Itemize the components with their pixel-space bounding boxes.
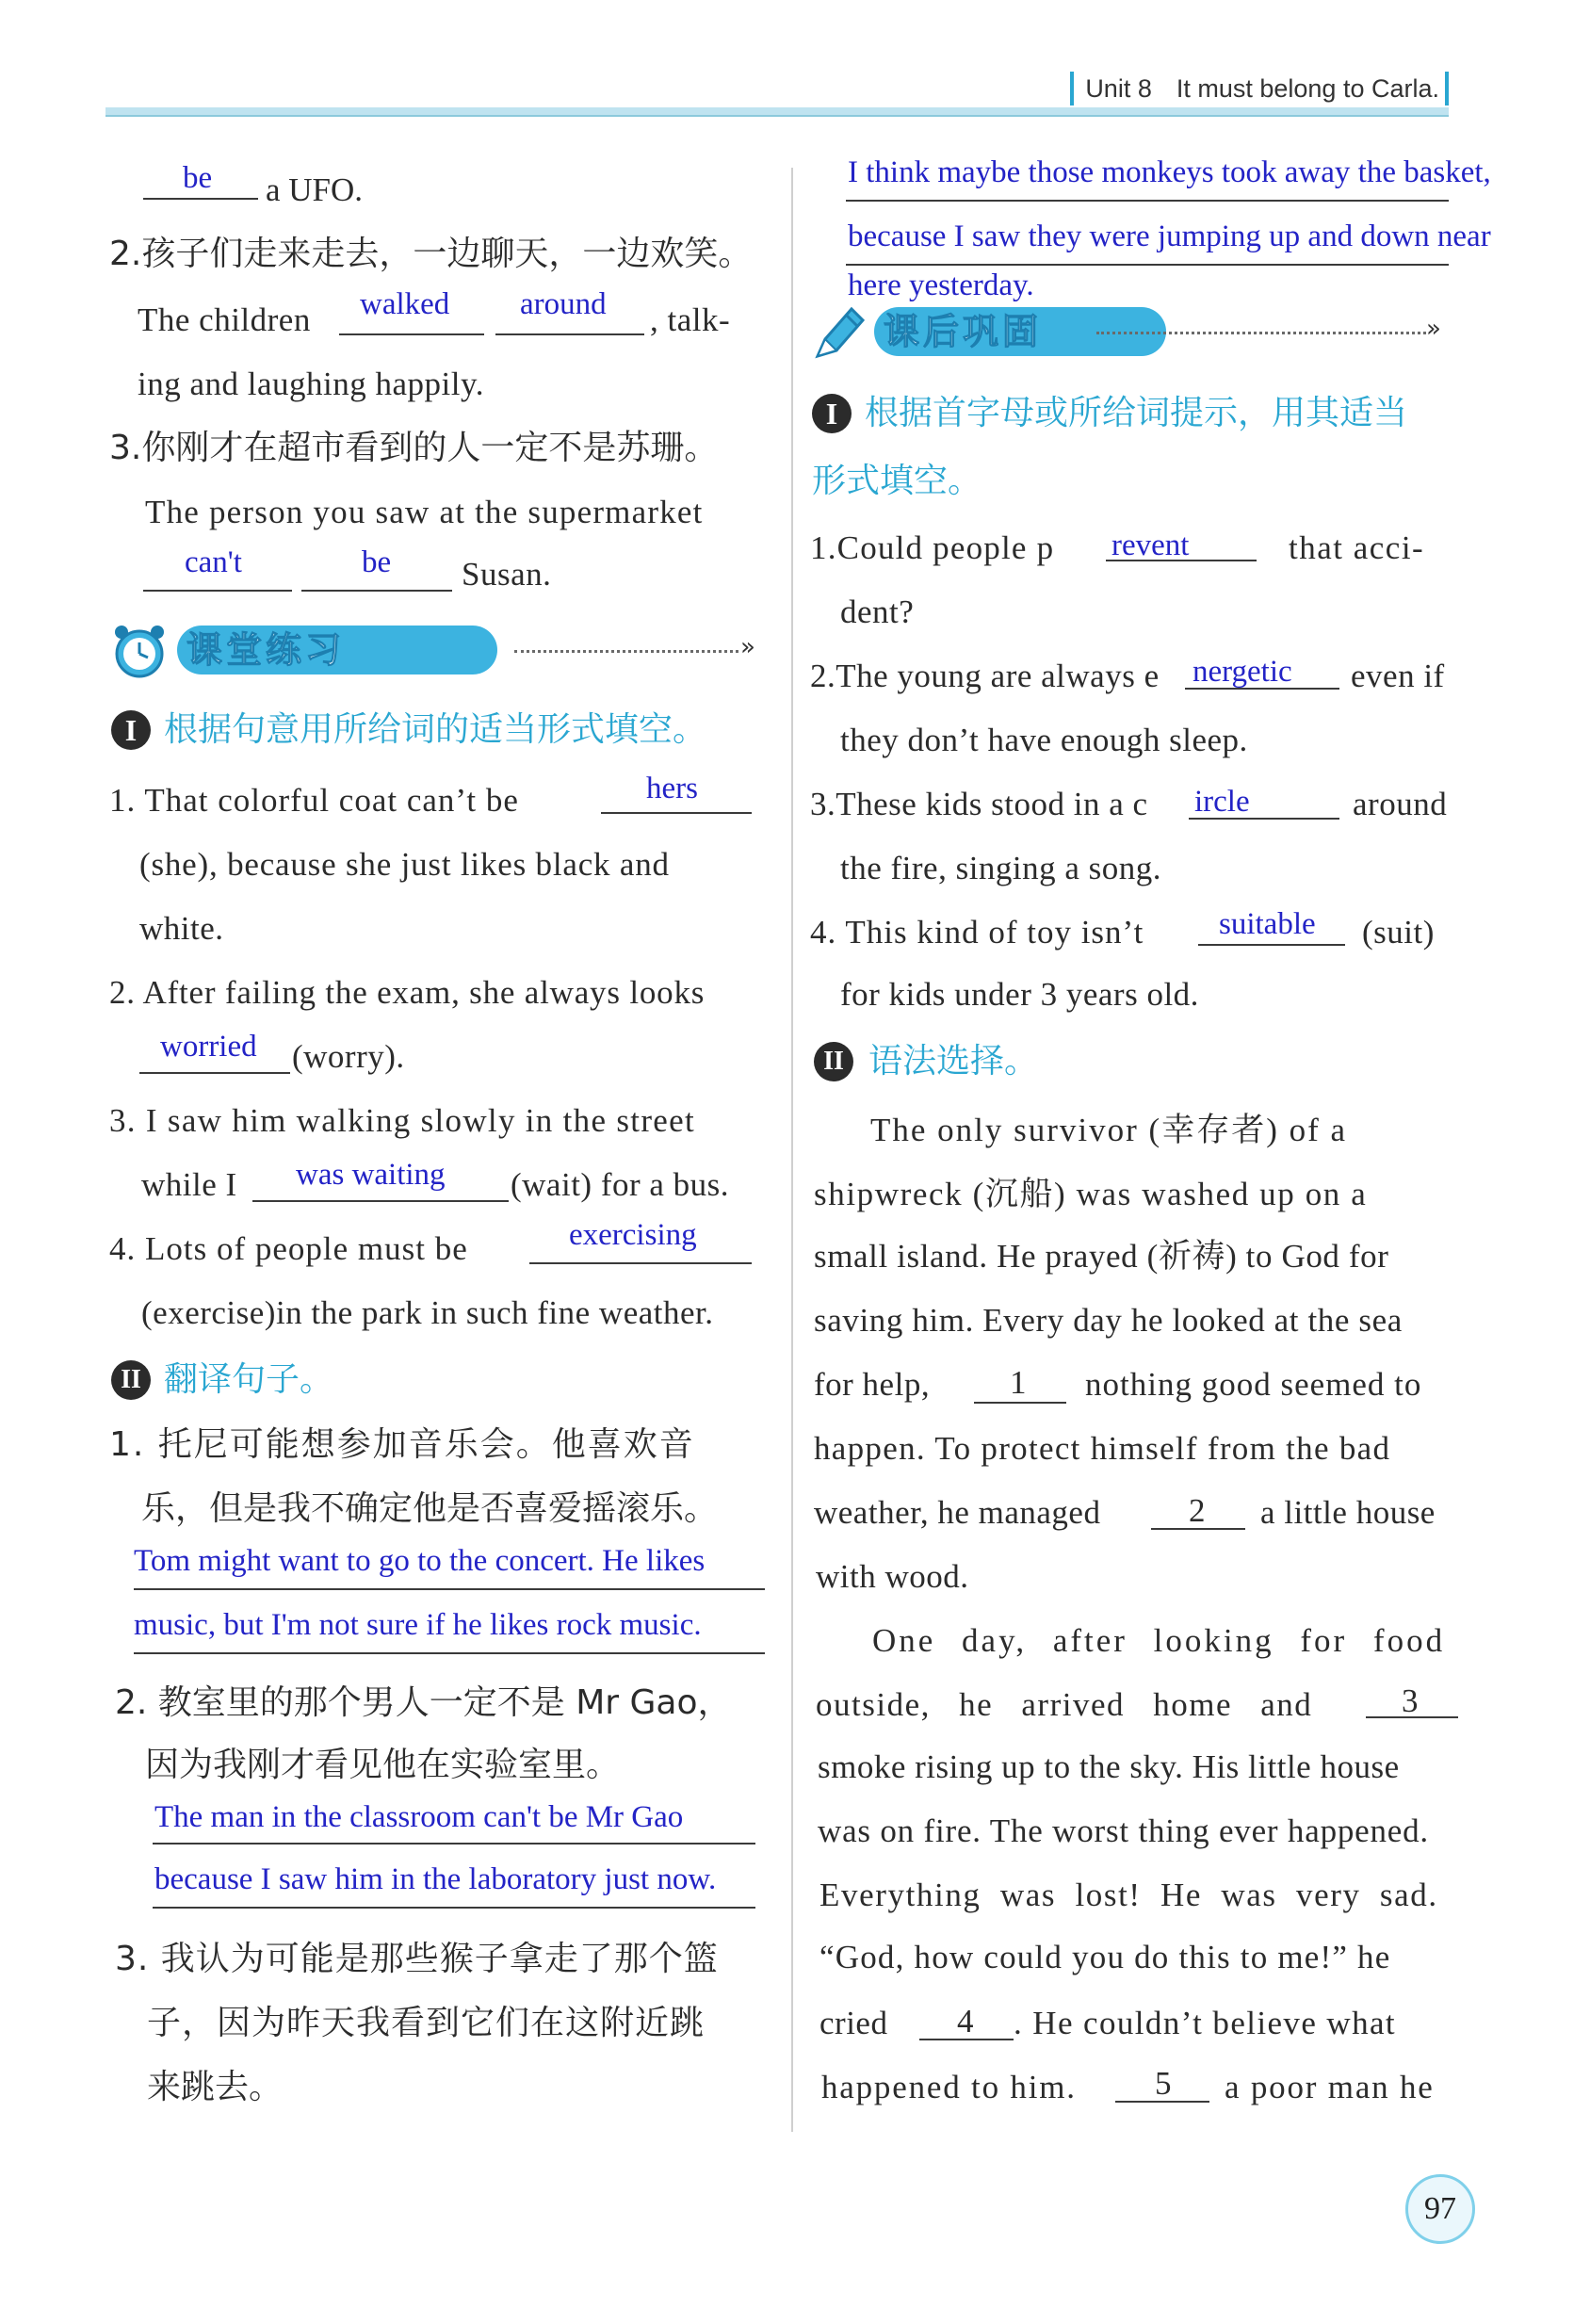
answer-line — [153, 1867, 755, 1909]
question-text: 2.The young are always e — [810, 658, 1160, 694]
blank-number: 2 — [1189, 1492, 1206, 1529]
passage-line: One day, after looking for food — [872, 1622, 1446, 1659]
header-rule — [105, 107, 1449, 115]
answer-text: suitable — [1219, 907, 1316, 941]
question-text: (suit) — [1362, 914, 1435, 951]
question-text: 3. I saw him walking slowly in the street — [109, 1102, 695, 1139]
chinese-prompt: 3.你刚才在超市看到的人一定不是苏珊。 — [109, 429, 719, 467]
double-chevron-icon: » — [740, 633, 755, 661]
question-text: 4. Lots of people must be — [109, 1230, 468, 1267]
passage-line: a little house — [1260, 1494, 1436, 1531]
alarm-clock-icon — [109, 620, 170, 682]
answer-line — [134, 1613, 765, 1654]
answer-line — [153, 1803, 755, 1845]
chinese-prompt: 2. 教室里的那个男人一定不是 Mr Gao， — [115, 1683, 732, 1722]
banner-title: 课后巩固 — [884, 311, 1043, 352]
section-number: I — [111, 710, 151, 750]
answer-text: walked — [360, 287, 450, 321]
unit-label: Unit 8 — [1085, 74, 1152, 103]
question-text: 1.Could people p — [810, 529, 1055, 566]
answer-line — [846, 224, 1449, 266]
translation-answer: because I saw him in the laboratory just now. — [154, 1862, 717, 1896]
answer-text: nergetic — [1192, 655, 1292, 689]
translation-answer: The man in the classroom can't be Mr Gao — [154, 1800, 684, 1834]
chinese-prompt: 3. 我认为可能是那些猴子拿走了那个篮 — [115, 1940, 719, 1978]
answer-text: be — [183, 161, 213, 195]
section-title: 根据句意用所给词的适当形式填空。 — [164, 710, 707, 749]
answer-text: exercising — [569, 1218, 697, 1252]
answer-text: ircle — [1194, 785, 1250, 819]
passage-line: The only survivor (幸存者) of a — [870, 1112, 1348, 1148]
section-title: 形式填空。 — [812, 462, 982, 500]
chinese-prompt: 因为我刚才看见他在实验室里。 — [145, 1746, 621, 1784]
passage-line: “God, how could you do this to me!” he — [819, 1939, 1391, 1975]
answer-text: revent — [1111, 528, 1190, 562]
question-text: (wait) for a bus. — [511, 1166, 730, 1203]
banner-title: 课堂练习 — [187, 629, 346, 671]
section-title: 根据首字母或所给词提示，用其适当 — [865, 394, 1408, 432]
sentence-text: Susan. — [462, 556, 552, 593]
passage-line: weather, he managed — [814, 1494, 1101, 1531]
answer-line — [134, 1549, 765, 1590]
answer-text: around — [520, 287, 607, 321]
passage-line: cried — [819, 2005, 888, 2041]
question-text: 3.These kids stood in a c — [810, 786, 1148, 822]
question-text: even if — [1351, 658, 1445, 694]
translation-answer: because I saw they were jumping up and down near — [848, 219, 1491, 253]
chinese-prompt: 来跳去。 — [147, 2068, 284, 2106]
sentence-text: The children — [138, 301, 311, 338]
section-number: II — [111, 1360, 151, 1400]
question-text: the fire, singing a song. — [840, 850, 1162, 886]
passage-line: saving him. Every day he looked at the sea — [814, 1302, 1403, 1339]
passage-line: Everything was lost! He was very sad. — [819, 1877, 1438, 1913]
translation-answer: I think maybe those monkeys took away the basket, — [848, 155, 1491, 189]
translation-answer: Tom might want to go to the concert. He likes — [134, 1544, 706, 1578]
header-rule-dark — [105, 115, 1449, 117]
sentence-text: a UFO. — [266, 171, 364, 208]
section-title: 翻译句子。 — [164, 1360, 334, 1399]
passage-line: was on fire. The worst thing ever happened. — [818, 1812, 1429, 1849]
sentence-text: , talk- — [650, 301, 731, 338]
question-text: around — [1353, 786, 1448, 822]
question-text: that acci- — [1289, 529, 1425, 566]
chinese-prompt: 2.孩子们走来走去，一边聊天，一边欢笑。 — [109, 235, 753, 273]
column-divider — [791, 168, 793, 2132]
blank-number: 5 — [1155, 2065, 1172, 2102]
question-text: (she), because she just likes black and — [139, 846, 670, 883]
section-number: I — [812, 394, 852, 433]
answer-text: worried — [160, 1030, 257, 1064]
question-text: (worry). — [292, 1038, 405, 1075]
section-title: 语法选择。 — [868, 1042, 1039, 1081]
blank-number: 1 — [1010, 1364, 1027, 1401]
chinese-prompt: 子，因为昨天我看到它们在这附近跳 — [147, 2004, 706, 2042]
answer-text: can't — [185, 545, 242, 579]
translation-answer: here yesterday. — [848, 268, 1034, 302]
sentence-text: The person you saw at the supermarket — [145, 494, 704, 530]
chinese-prompt: 1. 托尼可能想参加音乐会。他喜欢音 — [109, 1425, 695, 1464]
unit-title: It must belong to Carla. — [1176, 74, 1439, 103]
double-chevron-icon: » — [1426, 315, 1441, 343]
passage-line: for help, — [814, 1366, 931, 1403]
blank-number: 3 — [1402, 1682, 1419, 1719]
passage-line: small island. He prayed (祈祷) to God for — [814, 1238, 1389, 1275]
sentence-text: ing and laughing happily. — [138, 366, 484, 402]
answer-text: was waiting — [296, 1158, 446, 1192]
passage-line: a poor man he — [1225, 2069, 1435, 2105]
passage-line: . He couldn’t believe what — [1014, 2005, 1397, 2041]
question-text: 1. That colorful coat can’t be — [109, 782, 519, 819]
chinese-prompt: 乐，但是我不确定他是否喜爱摇滚乐。 — [141, 1489, 719, 1528]
answer-line — [846, 160, 1449, 202]
question-text: dent? — [840, 593, 915, 630]
page-number: 97 — [1405, 2174, 1475, 2244]
passage-line: happen. To protect himself from the bad — [814, 1430, 1391, 1467]
question-text: (exercise)in the park in such fine weather. — [141, 1294, 714, 1331]
question-text: they don’t have enough sleep. — [840, 722, 1248, 758]
question-text: 2. After failing the exam, she always looks — [109, 974, 706, 1011]
passage-line: outside, he arrived home and — [816, 1686, 1313, 1723]
section-number: II — [814, 1042, 853, 1081]
unit-header — [1070, 72, 1449, 106]
answer-text: be — [362, 545, 392, 579]
translation-answer: music, but I'm not sure if he likes rock music. — [134, 1608, 702, 1642]
question-text: for kids under 3 years old. — [840, 976, 1199, 1013]
passage-line: with wood. — [816, 1558, 969, 1595]
pencil-icon — [808, 301, 868, 364]
passage-line: smoke rising up to the sky. His little house — [818, 1748, 1400, 1785]
blank-number: 4 — [957, 2003, 974, 2040]
passage-line: nothing good seemed to — [1085, 1366, 1422, 1403]
question-text: 4. This kind of toy isn’t — [810, 914, 1144, 951]
answer-text: hers — [646, 772, 698, 805]
passage-line: shipwreck (沉船) was washed up on a — [814, 1176, 1368, 1212]
question-text: while I — [141, 1166, 237, 1203]
passage-line: happened to him. — [821, 2069, 1077, 2105]
question-text: white. — [139, 910, 224, 947]
section-banner — [109, 620, 759, 682]
section-banner — [808, 301, 1449, 364]
